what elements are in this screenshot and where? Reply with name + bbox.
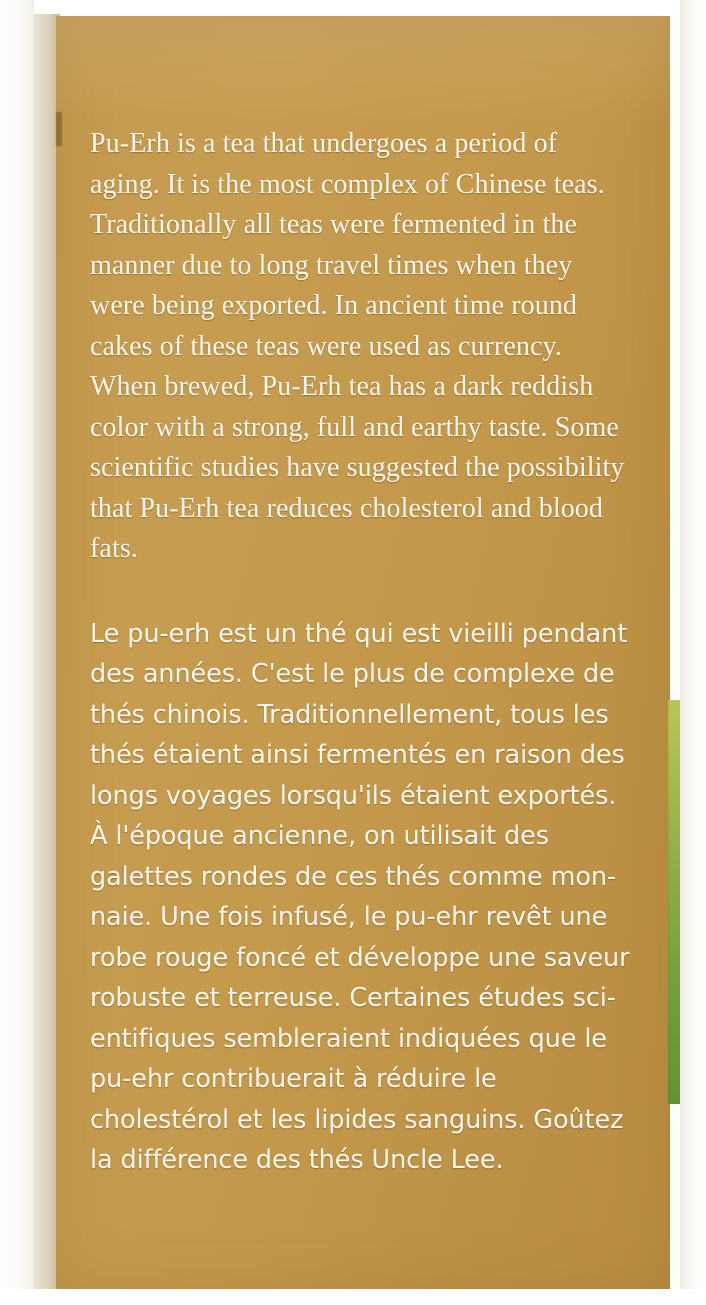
description-french: Le pu-erh est un thé qui est vieilli pendant des années. C'est le plus de complexe de thés chinois. Traditionnellement, tous les thés étaient ainsi fermentés en raison des longs voyages lorsqu'ils étaient exportés. À l'époque ancienne, on utilisait des galettes rondes de ces thés comme mon-naie. Une fois infusé, le pu-ehr revêt une robe rouge foncé et développe une saveur robuste et terreuse. Certaines études sci-entifiques sembleraient indiquées que le pu-ehr contribuerait à réduire le cholestérol et les lipides sanguins. Goûtez la différence des thés Uncle Lee. — [90, 618, 630, 1175]
panel-text-column — [90, 124, 630, 1181]
photo-top-margin — [0, 0, 706, 16]
photo-bottom-margin — [0, 1289, 706, 1305]
photo-right-margin — [680, 0, 706, 1305]
description-english: Pu-Erh is a tea that undergoes a period of aging. It is the most complex of Chinese teas. Traditionally all teas were fermented in the manner due to long travel times when they were being exported. In ancient time round cakes of these teas were used as currency. When brewed, Pu-Erh tea has a dark reddish color with a strong, full and earthy taste. Some scientific studies have suggested the possibility that Pu-Erh tea reduces cholesterol and blood fats. — [90, 128, 625, 564]
box-crease-mark — [56, 112, 62, 146]
box-green-label-edge — [668, 700, 680, 1104]
photo-left-margin — [0, 0, 34, 1305]
